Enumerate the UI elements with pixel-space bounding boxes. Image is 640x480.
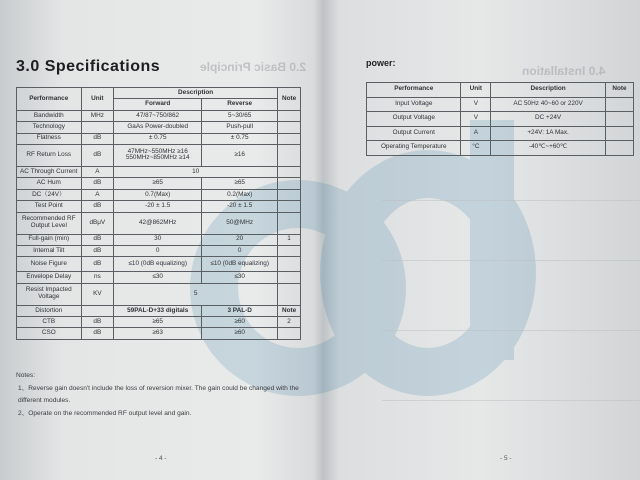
cell-forward: ≥65 xyxy=(114,317,202,328)
cell-unit xyxy=(81,122,114,133)
cell-note xyxy=(278,189,301,200)
cell-description: DC +24V xyxy=(491,112,606,127)
table-row xyxy=(17,245,301,256)
cell-performance: Test Point xyxy=(17,201,82,212)
table-row xyxy=(17,144,301,166)
cell-reverse: 5~30/65 xyxy=(202,110,278,121)
cell-note xyxy=(278,166,301,177)
table-row xyxy=(17,110,301,121)
cell-reverse: ≥65 xyxy=(202,178,278,189)
cell-performance: Bandwidth xyxy=(17,110,82,121)
cell-unit: °C xyxy=(461,141,491,156)
distortion-header-row xyxy=(17,305,301,316)
cell-note xyxy=(605,126,633,141)
distortion-rev: 3 PAL-D xyxy=(202,305,278,316)
cell-forward: ± 0.75 xyxy=(114,133,202,144)
page-number-left: - 4 - xyxy=(155,455,167,462)
col-performance: Performance xyxy=(367,83,461,98)
page-number-right: - 5 - xyxy=(500,455,512,462)
table-row xyxy=(367,126,634,141)
col-note: Note xyxy=(278,88,301,111)
cell-reverse: ≥60 xyxy=(202,317,278,328)
cell-performance: AC Hum xyxy=(17,178,82,189)
cell-performance: Resist Impacted Voltage xyxy=(17,283,82,305)
cell-unit: A xyxy=(461,126,491,141)
cell-note xyxy=(278,201,301,212)
cell-reverse: ≥60 xyxy=(202,328,278,339)
cell-unit: V xyxy=(461,112,491,127)
cell-unit: dB xyxy=(81,257,114,272)
cell-forward: 30 xyxy=(114,234,202,245)
cell-performance: CTB xyxy=(17,317,82,328)
cell-performance: Flatness xyxy=(17,133,82,144)
cell-reverse: 0.2(Max) xyxy=(202,189,278,200)
cell-performance: Output Current xyxy=(367,126,461,141)
table-row xyxy=(367,97,634,112)
right-page xyxy=(322,0,640,480)
cell-unit: ns xyxy=(81,272,114,283)
cell-description: 5 xyxy=(114,283,278,305)
cell-forward: ≥65 xyxy=(114,178,202,189)
cell-note xyxy=(278,283,301,305)
table-row xyxy=(17,212,301,234)
cell-forward: 0.7(Max) xyxy=(114,189,202,200)
cell-note xyxy=(278,110,301,121)
cell-reverse: 50@MHz xyxy=(202,212,278,234)
table-row xyxy=(17,328,301,339)
cell-note xyxy=(278,133,301,144)
cell-performance: AC Through Current xyxy=(17,166,82,177)
cell-note xyxy=(278,245,301,256)
note-item-2: 2、Operate on the recommended RF output level and gain. xyxy=(18,409,192,417)
table-row xyxy=(17,283,301,305)
cell-performance: Envelope Delay xyxy=(17,272,82,283)
cell-reverse: Push-pull xyxy=(202,122,278,133)
table-row xyxy=(17,189,301,200)
cell-unit: A xyxy=(81,166,114,177)
cell-performance: Recommended RF Output Level xyxy=(17,212,82,234)
power-table xyxy=(366,82,634,156)
cell-unit: KV xyxy=(81,283,114,305)
cell-unit: dB xyxy=(81,317,114,328)
table-row xyxy=(17,166,301,177)
cell-note xyxy=(605,141,633,156)
distortion-perf: Distortion xyxy=(17,305,82,316)
table-row xyxy=(17,257,301,272)
cell-performance: Full-gain (min) xyxy=(17,234,82,245)
col-unit: Unit xyxy=(461,83,491,98)
table-row xyxy=(17,178,301,189)
cell-unit: dB xyxy=(81,178,114,189)
table-row xyxy=(17,234,301,245)
distortion-fwd: 59PAL-D+33 digitals xyxy=(114,305,202,316)
cell-note xyxy=(278,257,301,272)
table-row xyxy=(17,122,301,133)
cell-description: -40℃~+60℃ xyxy=(491,141,606,156)
distortion-note: Note xyxy=(278,305,301,316)
cell-reverse: ≤30 xyxy=(202,272,278,283)
cell-performance: CSO xyxy=(17,328,82,339)
cell-note xyxy=(278,122,301,133)
col-description: Description xyxy=(491,83,606,98)
cell-reverse: 0 xyxy=(202,245,278,256)
table-row xyxy=(17,133,301,144)
cell-forward: 47MHz~550MHz ≥16 550MHz~850MHz ≥14 xyxy=(114,144,202,166)
table-row xyxy=(17,317,301,328)
cell-performance: Noise Figure xyxy=(17,257,82,272)
cell-forward: 47/87~750/862 xyxy=(114,110,202,121)
cell-reverse: ≥16 xyxy=(202,144,278,166)
cell-forward: 0 xyxy=(114,245,202,256)
specifications-table xyxy=(16,87,301,340)
cell-reverse: ± 0.75 xyxy=(202,133,278,144)
table-row xyxy=(367,112,634,127)
col-description: Description xyxy=(114,88,278,99)
cell-note xyxy=(605,97,633,112)
notes-block xyxy=(16,370,306,420)
cell-forward: ≤10 (0dB equalizing) xyxy=(114,257,202,272)
note-item-1: 1、Reverse gain doesn't include the loss of reversion mixer. The gain could be changed with the different modules. xyxy=(18,384,299,405)
cell-unit: dB xyxy=(81,133,114,144)
cell-reverse: ≤10 (0dB equalizing) xyxy=(202,257,278,272)
cell-forward: 42@862MHz xyxy=(114,212,202,234)
cell-forward: ≥63 xyxy=(114,328,202,339)
col-unit: Unit xyxy=(81,88,114,111)
cell-description: AC 50Hz 40~60 or 220V xyxy=(491,97,606,112)
cell-reverse: -20 ± 1.5 xyxy=(202,201,278,212)
section-title: 3.0 Specifications xyxy=(16,58,161,75)
cell-note xyxy=(278,178,301,189)
cell-unit: dBμV xyxy=(81,212,114,234)
cell-note xyxy=(278,272,301,283)
cell-performance: RF Return Loss xyxy=(17,144,82,166)
bleed-through-text: 2.0 Basic Principle xyxy=(200,60,307,74)
cell-description: +24V: 1A Max. xyxy=(491,126,606,141)
col-reverse: Reverse xyxy=(202,99,278,110)
table-row xyxy=(17,272,301,283)
cell-unit: A xyxy=(81,189,114,200)
cell-reverse: 20 xyxy=(202,234,278,245)
col-note: Note xyxy=(605,83,633,98)
cell-forward: ≤30 xyxy=(114,272,202,283)
cell-unit: dB xyxy=(81,328,114,339)
cell-unit: dB xyxy=(81,201,114,212)
cell-performance: Internal Tilt xyxy=(17,245,82,256)
col-performance: Performance xyxy=(17,88,82,111)
cell-note xyxy=(278,144,301,166)
col-forward: Forward xyxy=(114,99,202,110)
cell-unit: dB xyxy=(81,245,114,256)
cell-performance: Technology xyxy=(17,122,82,133)
cell-performance: Operating Temperature xyxy=(367,141,461,156)
cell-unit: V xyxy=(461,97,491,112)
cell-description: 10 xyxy=(114,166,278,177)
power-heading: power: xyxy=(366,58,396,68)
cell-note: 2 xyxy=(278,317,301,328)
cell-performance: Output Voltage xyxy=(367,112,461,127)
cell-note xyxy=(278,328,301,339)
cell-forward: GaAs Power-doubled xyxy=(114,122,202,133)
cell-unit: dB xyxy=(81,144,114,166)
cell-forward: -20 ± 1.5 xyxy=(114,201,202,212)
cell-note xyxy=(278,212,301,234)
table-row xyxy=(367,141,634,156)
distortion-unit xyxy=(81,305,114,316)
notes-title: Notes: xyxy=(16,372,36,379)
cell-note xyxy=(605,112,633,127)
cell-unit: MHz xyxy=(81,110,114,121)
cell-performance: Input Voltage xyxy=(367,97,461,112)
cell-unit: dB xyxy=(81,234,114,245)
cell-note: 1 xyxy=(278,234,301,245)
cell-performance: DC（24V） xyxy=(17,189,82,200)
table-row xyxy=(17,201,301,212)
bleed-through-text: 4.0 Installation xyxy=(522,64,606,78)
